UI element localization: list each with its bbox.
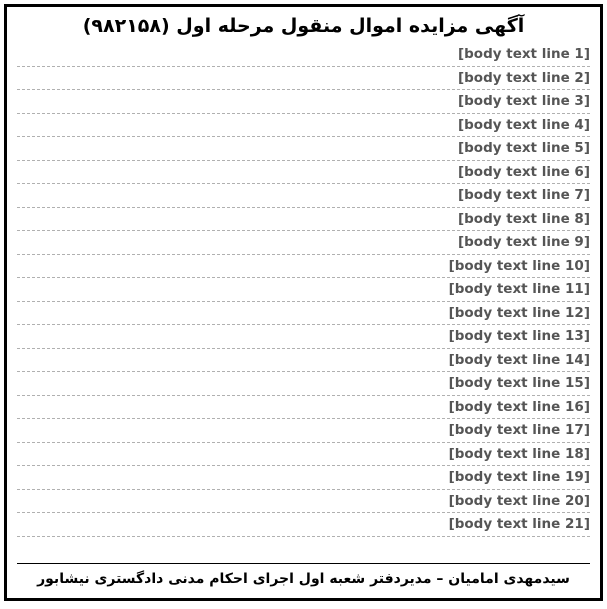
body-line: [body text line 17] xyxy=(17,419,590,443)
body-line: [body text line 13] xyxy=(17,325,590,349)
body-line: [body text line 20] xyxy=(17,490,590,514)
body-line: [body text line 12] xyxy=(17,302,590,326)
body-line: [body text line 3] xyxy=(17,90,590,114)
body-line: [body text line 11] xyxy=(17,278,590,302)
body-line: [body text line 10] xyxy=(17,255,590,279)
body-line: [body text line 9] xyxy=(17,231,590,255)
body-line: [body text line 5] xyxy=(17,137,590,161)
notice-title: آگهی مزایده اموال منقول مرحله اول (۹۸۲۱۵۸) xyxy=(82,15,525,37)
body-line: [body text line 18] xyxy=(17,443,590,467)
notice-body xyxy=(17,43,590,557)
body-line: [body text line 8] xyxy=(17,208,590,232)
body-line: [body text line 6] xyxy=(17,161,590,185)
body-line: [body text line 2] xyxy=(17,67,590,91)
body-line: [body text line 21] xyxy=(17,513,590,537)
body-line: [body text line 19] xyxy=(17,466,590,490)
body-line: [body text line 7] xyxy=(17,184,590,208)
body-line: [body text line 16] xyxy=(17,396,590,420)
signature-line: سیدمهدی امامیان – مدیردفتر شعبه اول اجرای احکام مدنی دادگستری نیشابور xyxy=(17,563,590,590)
auction-notice xyxy=(4,4,603,601)
body-line: [body text line 14] xyxy=(17,349,590,373)
body-line: [body text line 4] xyxy=(17,114,590,138)
body-line: [body text line 1] xyxy=(17,43,590,67)
body-line: [body text line 15] xyxy=(17,372,590,396)
